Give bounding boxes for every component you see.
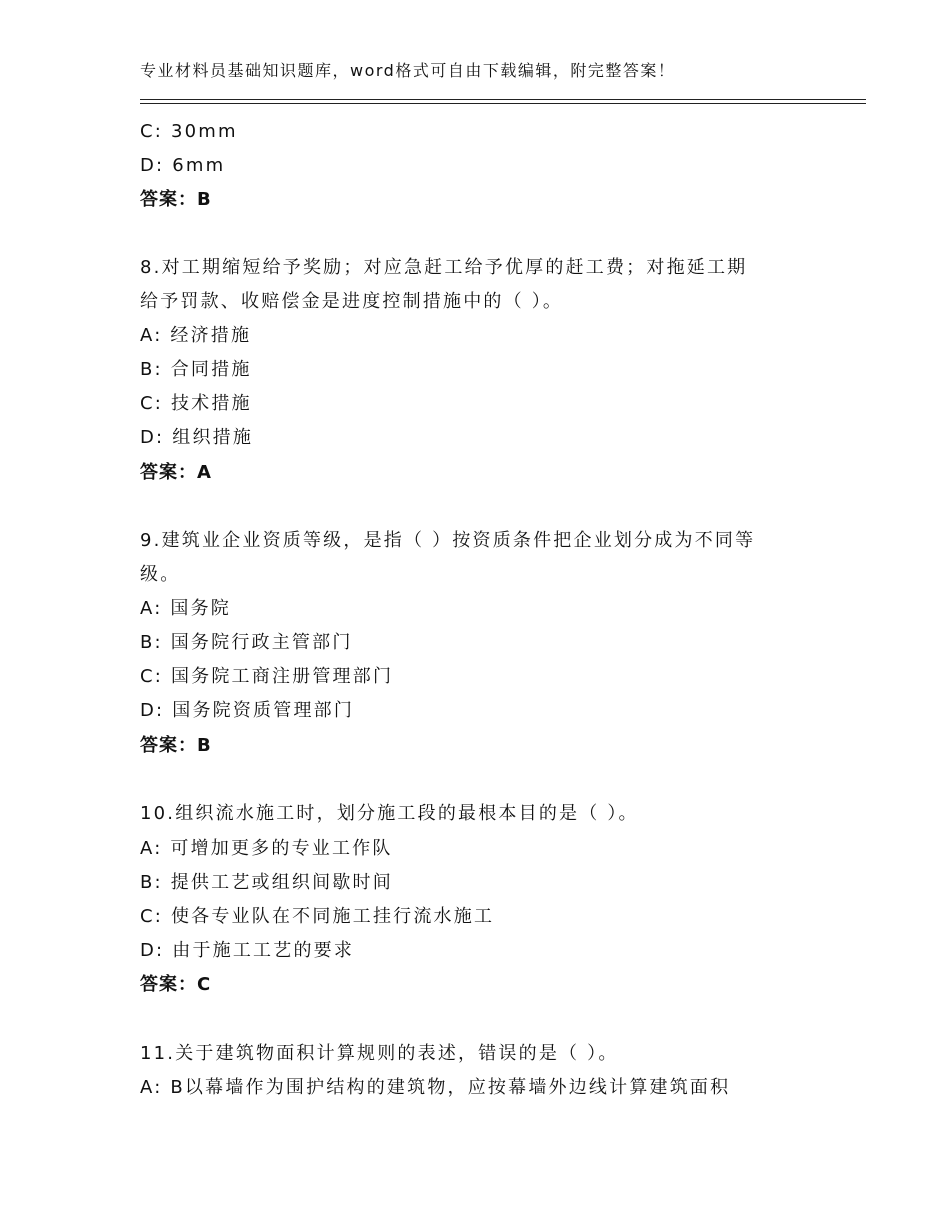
header-rule-bottom [140, 103, 866, 104]
q7-option-d: D: 6mm [140, 155, 226, 176]
q9-stem-line1: 9.建筑业企业资质等级，是指（ ）按资质条件把企业划分成为不同等 [140, 530, 756, 551]
q8-option-a: A: 经济措施 [140, 325, 252, 346]
q9-option-c: C: 国务院工商注册管理部门 [140, 666, 394, 687]
q8-option-c: C: 技术措施 [140, 393, 252, 414]
q8-option-d: D: 组织措施 [140, 427, 254, 448]
q9-answer: 答案：B [140, 735, 212, 756]
q10-option-c: C: 使各专业队在不同施工挂行流水施工 [140, 906, 495, 927]
q9-option-a: A: 国务院 [140, 598, 231, 619]
q9-option-d: D: 国务院资质管理部门 [140, 700, 355, 721]
q11-stem-line1: 11.关于建筑物面积计算规则的表述，错误的是（ ）。 [140, 1043, 619, 1064]
page-header: 专业材料员基础知识题库，word格式可自由下载编辑，附完整答案！ [140, 61, 676, 80]
q9-stem-line2: 级。 [140, 564, 181, 585]
q8-answer: 答案：A [140, 462, 212, 483]
q7-answer: 答案：B [140, 189, 212, 210]
q11-option-a: A: B以幕墙作为围护结构的建筑物，应按幕墙外边线计算建筑面积 [140, 1077, 731, 1098]
q10-option-d: D: 由于施工工艺的要求 [140, 940, 355, 961]
q8-stem-line2: 给予罚款、收赔偿金是进度控制措施中的（ ）。 [140, 291, 564, 312]
q10-option-b: B: 提供工艺或组织间歇时间 [140, 872, 393, 893]
q8-option-b: B: 合同措施 [140, 359, 252, 380]
q10-option-a: A: 可增加更多的专业工作队 [140, 838, 393, 859]
q8-stem-line1: 8.对工期缩短给予奖励；对应急赶工给予优厚的赶工费；对拖延工期 [140, 257, 748, 278]
header-rule-top [140, 99, 866, 100]
q10-stem-line1: 10.组织流水施工时，划分施工段的最根本目的是（ ）。 [140, 803, 639, 824]
q10-answer: 答案：C [140, 974, 212, 995]
q9-option-b: B: 国务院行政主管部门 [140, 632, 353, 653]
q7-option-c: C: 30mm [140, 121, 238, 142]
